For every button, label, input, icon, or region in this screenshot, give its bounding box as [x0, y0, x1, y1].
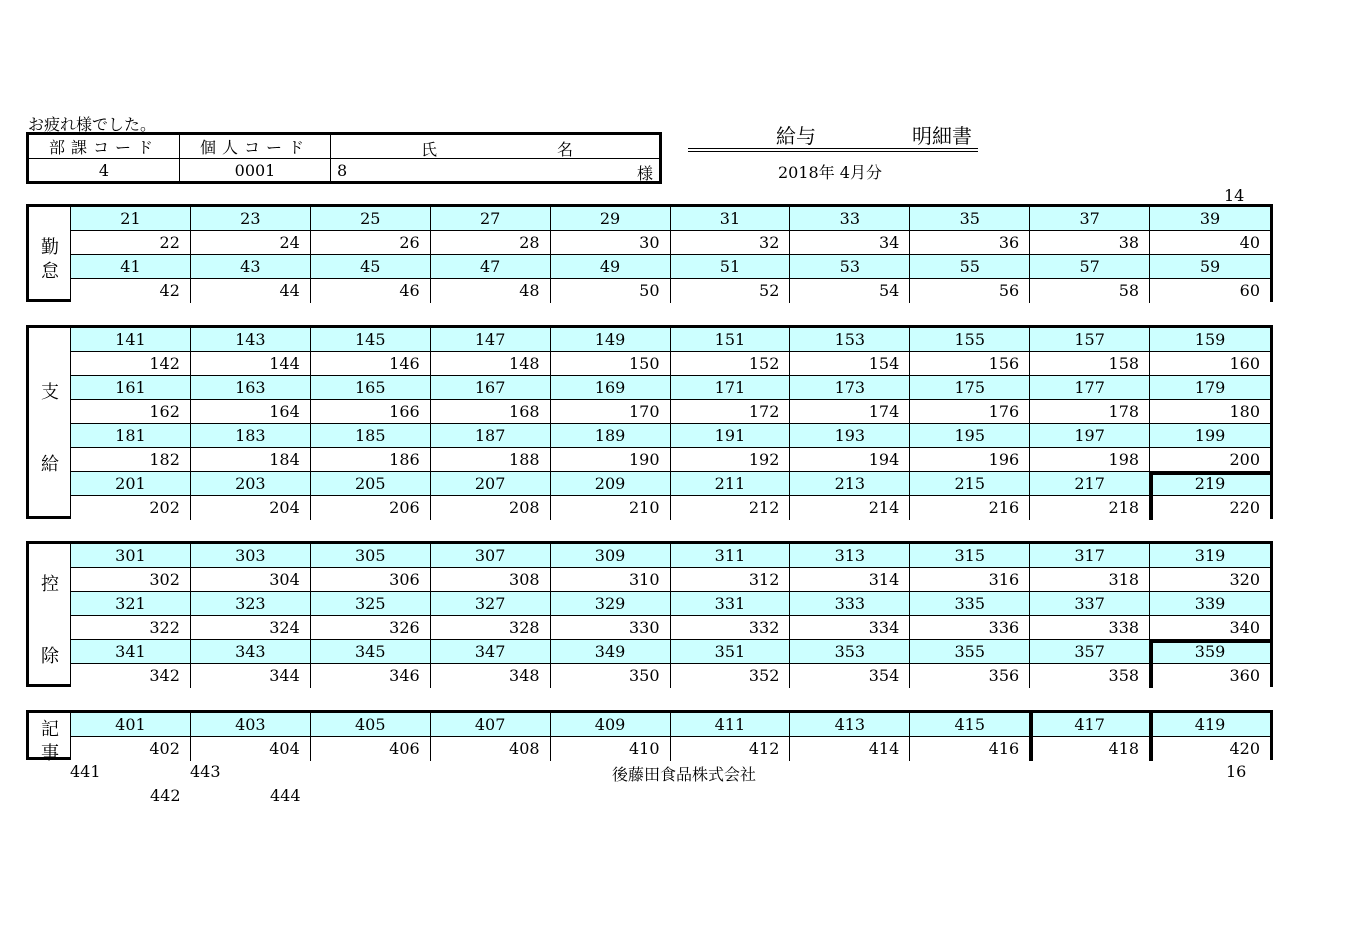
page-number-top: 14: [1224, 186, 1245, 205]
attendance-cell: 26: [311, 231, 431, 255]
attendance-label-1: 勤: [41, 237, 59, 258]
deduction-cell: 328: [431, 616, 551, 640]
deduction-cell: 348: [431, 664, 551, 688]
deduction-cell: 343: [191, 640, 311, 664]
attendance-cell: 44: [191, 279, 311, 303]
deduction-cell: 353: [790, 640, 910, 664]
deduction-cell: 303: [191, 544, 311, 568]
deduction-cell: 349: [551, 640, 671, 664]
deduction-cell: 316: [910, 568, 1030, 592]
payment-cell: 215: [910, 472, 1030, 496]
payment-cell: 142: [71, 352, 191, 376]
deduction-cell: 333: [790, 592, 910, 616]
notes-cell: 404: [191, 737, 311, 761]
footer-441: 441: [70, 762, 101, 781]
payment-cell: 211: [671, 472, 791, 496]
payment-cell: 202: [71, 496, 191, 520]
deduction-cell: 301: [71, 544, 191, 568]
attendance-cell: 23: [191, 207, 311, 231]
notes-cell: 409: [551, 713, 671, 737]
attendance-cell: 43: [191, 255, 311, 279]
payment-cell: 150: [551, 352, 671, 376]
payment-cell: 167: [431, 376, 551, 400]
payment-cell: 149: [551, 328, 671, 352]
payment-cell: 199: [1150, 424, 1270, 448]
attendance-side-label: [29, 207, 71, 299]
payment-cell: 163: [191, 376, 311, 400]
deduction-cell: 360: [1150, 664, 1270, 688]
deduction-cell: 319: [1150, 544, 1270, 568]
notes-cells: [71, 713, 1270, 757]
pay-period: 2018年 4月分: [778, 163, 882, 182]
deduction-cell: 357: [1030, 640, 1150, 664]
attendance-label-2: 怠: [41, 261, 59, 282]
payment-cell: 183: [191, 424, 311, 448]
deduction-cell: 329: [551, 592, 671, 616]
notes-cell: 417: [1030, 713, 1150, 737]
notes-label-2: 事: [41, 743, 59, 764]
deduction-cell: 322: [71, 616, 191, 640]
footer-443: 443: [190, 762, 221, 781]
personal-code-value: 0001: [180, 159, 331, 183]
notes-label-1: 記: [41, 719, 59, 740]
deduction-cell: 312: [671, 568, 791, 592]
attendance-cells: [71, 207, 1270, 299]
dept-code-value: 4: [28, 159, 180, 183]
payment-cell: 212: [671, 496, 791, 520]
notes-cell: 418: [1030, 737, 1150, 761]
deduction-cell: 352: [671, 664, 791, 688]
payment-cell: 216: [910, 496, 1030, 520]
deduction-cell: 330: [551, 616, 671, 640]
deduction-cell: 332: [671, 616, 791, 640]
payment-cell: 147: [431, 328, 551, 352]
attendance-cell: 38: [1030, 231, 1150, 255]
deduction-cell: 314: [790, 568, 910, 592]
payment-cell: 220: [1150, 496, 1270, 520]
payment-cell: 213: [790, 472, 910, 496]
payment-cell: 175: [910, 376, 1030, 400]
name-value: 8: [337, 161, 348, 180]
deduction-cell: 350: [551, 664, 671, 688]
attendance-cell: 37: [1030, 207, 1150, 231]
payment-cell: 148: [431, 352, 551, 376]
payment-cell: 172: [671, 400, 791, 424]
attendance-cell: 52: [671, 279, 791, 303]
attendance-cell: 57: [1030, 255, 1150, 279]
payment-cell: 173: [790, 376, 910, 400]
attendance-cell: 40: [1150, 231, 1270, 255]
payment-side-label: [29, 328, 71, 516]
name-value-cell: [331, 159, 661, 183]
payment-cell: 195: [910, 424, 1030, 448]
notes-cell: 402: [71, 737, 191, 761]
deduction-cell: 340: [1150, 616, 1270, 640]
deduction-cell: 304: [191, 568, 311, 592]
attendance-cell: 32: [671, 231, 791, 255]
payment-cell: 152: [671, 352, 791, 376]
deduction-cell: 306: [311, 568, 431, 592]
deduction-cell: 359: [1150, 640, 1270, 664]
payment-cell: 219: [1150, 472, 1270, 496]
deduction-cell: 326: [311, 616, 431, 640]
title-part2: 明細書: [912, 124, 972, 148]
attendance-cell: 58: [1030, 279, 1150, 303]
attendance-cell: 29: [551, 207, 671, 231]
name-label-2: 名: [557, 140, 574, 159]
deduction-cell: 339: [1150, 592, 1270, 616]
footer-444: 444: [270, 786, 301, 805]
attendance-cell: 46: [311, 279, 431, 303]
payment-cell: 206: [311, 496, 431, 520]
payment-cell: 217: [1030, 472, 1150, 496]
payment-cell: 153: [790, 328, 910, 352]
deduction-label-1: 控: [41, 574, 59, 595]
notes-cell: 415: [910, 713, 1030, 737]
footer-442: 442: [150, 786, 181, 805]
attendance-section: [26, 204, 1273, 302]
payment-cell: 179: [1150, 376, 1270, 400]
notes-cell: 419: [1150, 713, 1270, 737]
payment-cell: 180: [1150, 400, 1270, 424]
attendance-cell: 51: [671, 255, 791, 279]
payment-cell: 168: [431, 400, 551, 424]
attendance-cell: 35: [910, 207, 1030, 231]
payment-label-2: 給: [41, 454, 59, 475]
payment-cell: 190: [551, 448, 671, 472]
attendance-cell: 45: [311, 255, 431, 279]
payment-cell: 164: [191, 400, 311, 424]
deduction-cell: 307: [431, 544, 551, 568]
payment-cell: 182: [71, 448, 191, 472]
notes-cell: 401: [71, 713, 191, 737]
payment-cell: 192: [671, 448, 791, 472]
deduction-cell: 358: [1030, 664, 1150, 688]
deduction-side-label: [29, 544, 71, 684]
notes-cell: 413: [790, 713, 910, 737]
deduction-cell: 324: [191, 616, 311, 640]
attendance-cell: 22: [71, 231, 191, 255]
deduction-cell: 321: [71, 592, 191, 616]
payment-cell: 155: [910, 328, 1030, 352]
payment-cell: 185: [311, 424, 431, 448]
attendance-cell: 47: [431, 255, 551, 279]
title-part1: 給与: [776, 124, 816, 148]
payment-cell: 201: [71, 472, 191, 496]
payment-cell: 210: [551, 496, 671, 520]
payment-cell: 187: [431, 424, 551, 448]
deduction-cell: 337: [1030, 592, 1150, 616]
attendance-cell: 33: [790, 207, 910, 231]
payment-cell: 203: [191, 472, 311, 496]
notes-cell: 412: [671, 737, 791, 761]
payment-cell: 214: [790, 496, 910, 520]
deduction-cell: 302: [71, 568, 191, 592]
deduction-cell: 313: [790, 544, 910, 568]
personal-code-label: 個人コード: [180, 134, 331, 159]
deduction-cell: 351: [671, 640, 791, 664]
payment-cell: 207: [431, 472, 551, 496]
notes-cell: 416: [910, 737, 1030, 761]
payment-cell: 143: [191, 328, 311, 352]
attendance-cell: 56: [910, 279, 1030, 303]
deduction-cell: 336: [910, 616, 1030, 640]
employee-header-table: [26, 132, 662, 184]
notes-cell: 403: [191, 713, 311, 737]
attendance-cell: 25: [311, 207, 431, 231]
payment-cells: [71, 328, 1270, 516]
attendance-cell: 41: [71, 255, 191, 279]
payment-cell: 174: [790, 400, 910, 424]
payment-cell: 161: [71, 376, 191, 400]
honorific: 様: [636, 164, 653, 183]
deduction-cell: 342: [71, 664, 191, 688]
deduction-cell: 318: [1030, 568, 1150, 592]
deduction-cell: 305: [311, 544, 431, 568]
attendance-cell: 30: [551, 231, 671, 255]
payment-cell: 141: [71, 328, 191, 352]
payment-cell: 197: [1030, 424, 1150, 448]
payment-cell: 157: [1030, 328, 1150, 352]
deduction-cell: 310: [551, 568, 671, 592]
payment-cell: 189: [551, 424, 671, 448]
deduction-cell: 341: [71, 640, 191, 664]
attendance-cell: 21: [71, 207, 191, 231]
attendance-cell: 60: [1150, 279, 1270, 303]
deduction-cell: 345: [311, 640, 431, 664]
payment-section: [26, 325, 1273, 519]
deduction-cell: 325: [311, 592, 431, 616]
notes-cell: 407: [431, 713, 551, 737]
payment-cell: 200: [1150, 448, 1270, 472]
payment-cell: 209: [551, 472, 671, 496]
attendance-cell: 27: [431, 207, 551, 231]
payment-cell: 170: [551, 400, 671, 424]
deduction-cell: 346: [311, 664, 431, 688]
attendance-cell: 59: [1150, 255, 1270, 279]
page-number-bottom: 16: [1226, 762, 1247, 781]
payment-cell: 154: [790, 352, 910, 376]
notes-cell: 405: [311, 713, 431, 737]
name-label: [331, 134, 661, 159]
payment-cell: 151: [671, 328, 791, 352]
deduction-cell: 327: [431, 592, 551, 616]
deduction-cell: 355: [910, 640, 1030, 664]
attendance-cell: 39: [1150, 207, 1270, 231]
payment-cell: 158: [1030, 352, 1150, 376]
payment-cell: 165: [311, 376, 431, 400]
notes-side-label: [29, 713, 71, 764]
deduction-cell: 309: [551, 544, 671, 568]
payment-cell: 146: [311, 352, 431, 376]
payment-cell: 205: [311, 472, 431, 496]
attendance-cell: 55: [910, 255, 1030, 279]
attendance-cell: 28: [431, 231, 551, 255]
payment-cell: 184: [191, 448, 311, 472]
payment-cell: 169: [551, 376, 671, 400]
payment-cell: 159: [1150, 328, 1270, 352]
attendance-cell: 24: [191, 231, 311, 255]
attendance-cell: 53: [790, 255, 910, 279]
payment-cell: 186: [311, 448, 431, 472]
deduction-cell: 334: [790, 616, 910, 640]
attendance-cell: 31: [671, 207, 791, 231]
payment-cell: 144: [191, 352, 311, 376]
deduction-cell: 331: [671, 592, 791, 616]
payment-cell: 176: [910, 400, 1030, 424]
payment-cell: 196: [910, 448, 1030, 472]
notes-cell: 410: [551, 737, 671, 761]
payment-cell: 145: [311, 328, 431, 352]
greeting-text: お疲れ様でした。: [28, 115, 157, 134]
notes-section: [26, 710, 1273, 764]
deduction-label-2: 除: [41, 646, 59, 667]
payment-cell: 194: [790, 448, 910, 472]
payment-cell: 188: [431, 448, 551, 472]
deduction-cell: 338: [1030, 616, 1150, 640]
attendance-cell: 42: [71, 279, 191, 303]
document-title: [688, 120, 978, 152]
payment-cell: 166: [311, 400, 431, 424]
deduction-cell: 315: [910, 544, 1030, 568]
attendance-cell: 54: [790, 279, 910, 303]
payment-cell: 191: [671, 424, 791, 448]
deduction-cell: 354: [790, 664, 910, 688]
deduction-cell: 347: [431, 640, 551, 664]
notes-cell: 408: [431, 737, 551, 761]
notes-cell: 406: [311, 737, 431, 761]
attendance-cell: 50: [551, 279, 671, 303]
name-label-1: 氏: [421, 140, 438, 159]
payment-label-1: 支: [41, 382, 59, 403]
attendance-cell: 48: [431, 279, 551, 303]
deduction-section: [26, 541, 1273, 687]
payment-cell: 198: [1030, 448, 1150, 472]
deduction-cell: 317: [1030, 544, 1150, 568]
payment-cell: 156: [910, 352, 1030, 376]
payment-cell: 208: [431, 496, 551, 520]
notes-cell: 411: [671, 713, 791, 737]
payment-cell: 181: [71, 424, 191, 448]
payment-cell: 193: [790, 424, 910, 448]
company-name: 後藤田食品株式会社: [612, 765, 757, 784]
deduction-cell: 335: [910, 592, 1030, 616]
payment-cell: 218: [1030, 496, 1150, 520]
deduction-cell: 323: [191, 592, 311, 616]
payment-cell: 204: [191, 496, 311, 520]
attendance-cell: 34: [790, 231, 910, 255]
deduction-cell: 311: [671, 544, 791, 568]
attendance-cell: 36: [910, 231, 1030, 255]
dept-code-label: 部課コード: [28, 134, 180, 159]
attendance-cell: 49: [551, 255, 671, 279]
notes-cell: 414: [790, 737, 910, 761]
deduction-cell: 308: [431, 568, 551, 592]
deduction-cells: [71, 544, 1270, 684]
deduction-cell: 356: [910, 664, 1030, 688]
deduction-cell: 344: [191, 664, 311, 688]
payment-cell: 171: [671, 376, 791, 400]
notes-cell: 420: [1150, 737, 1270, 761]
payment-cell: 178: [1030, 400, 1150, 424]
payment-cell: 162: [71, 400, 191, 424]
payment-cell: 177: [1030, 376, 1150, 400]
deduction-cell: 320: [1150, 568, 1270, 592]
payment-cell: 160: [1150, 352, 1270, 376]
